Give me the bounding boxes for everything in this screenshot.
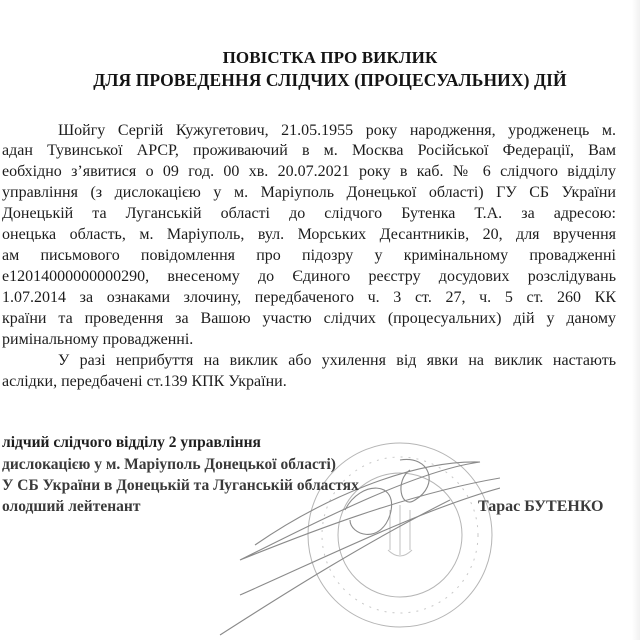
body-line-1: Шойгу Сергій Кужугетович, 21.05.1955 року народження, уродженець м. — [58, 122, 616, 139]
body-line-6: онецька область, м. Маріуполь, вул. Морських Десантників, 20, для вручення — [2, 226, 616, 243]
body-line-5: Донецькій та Луганській області до слідчого Бутенка Т.А. за адресою: — [2, 205, 616, 222]
scan-edge-shadow — [632, 0, 640, 640]
body-line-4: управління (з дислокацією у м. Маріуполь Донецької області) ГУ СБ України — [2, 184, 616, 201]
signer-position-line-1: лідчий слідчого відділу 2 управління — [2, 434, 261, 451]
signer-position-line-2: дислокацією у м. Маріуполь Донецької області) — [2, 456, 336, 473]
document-subtitle: ДЛЯ ПРОВЕДЕННЯ СЛІДЧИХ (ПРОЦЕСУАЛЬНИХ) ДІЙ — [93, 70, 567, 90]
body-line-8: е12014000000000290, внесеному до Єдиного реєстру досудових розслідувань — [2, 268, 616, 285]
body-line-10: країни та проведення за Вашою участю слідчих (процесуальних) дій у даному — [2, 310, 616, 327]
body-line-11: римінальному провадженні. — [2, 331, 194, 348]
signer-position-line-3: У СБ України в Донецькій та Луганській областях — [2, 477, 359, 494]
document-title: ПОВІСТКА ПРО ВИКЛИК — [222, 48, 438, 67]
body-line-3: еобхідно з’явитися о 09 год. 00 хв. 20.07.2021 року в каб. № 6 слідчого відділу — [2, 163, 616, 180]
body-line-9: 1.07.2014 за ознаками злочину, передбаченого ч. 3 ст. 27, ч. 5 ст. 260 КК — [2, 289, 616, 306]
signer-name: Тарас БУТЕНКО — [478, 498, 604, 515]
body-line-13: аслідки, передбачені ст.139 КПК України. — [2, 373, 287, 390]
body-line-2: адан Тувинської АРСР, проживаючий в м. Москва Російської Федерації, Вам — [2, 142, 616, 159]
signer-rank: олодший лейтенант — [2, 498, 141, 515]
body-line-7: ам письмового повідомлення про підозру у кримінальному провадженні — [2, 247, 616, 264]
body-line-12: У разі неприбуття на виклик або ухилення від явки на виклик настають — [58, 352, 616, 369]
